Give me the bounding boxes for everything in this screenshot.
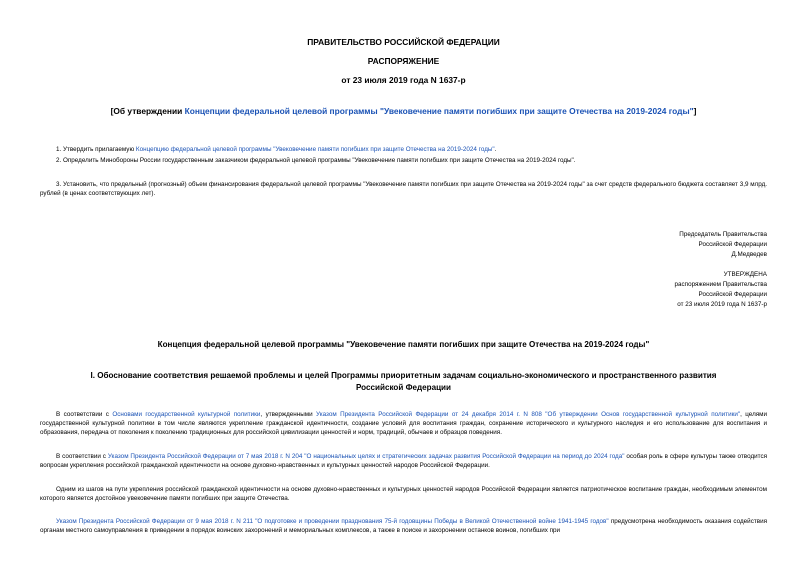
government-heading: ПРАВИТЕЛЬСТВО РОССИЙСКОЙ ФЕДЕРАЦИИ [307, 37, 500, 47]
concept-title: Концепция федеральной целевой программы "Увековечение памяти погибших при защите Отечества на 2019-2024 годы" [157, 340, 650, 349]
p1-link-osnovy[interactable]: Основами государственной культурной политики [112, 411, 261, 418]
item-1-end: . [494, 146, 497, 153]
approval-date: от 23 июля 2019 года N 1637-р [677, 301, 767, 308]
p3-text: Одним из шагов на пути укрепления российской гражданской идентичности на основе духовно-нравственных и культурных ценностей народов Российской Федерации является патриотическое воспитание граждан, необходимым элементом которого является достойное увековечение памяти погибших при защите Отечества. [40, 486, 767, 502]
approval-label: УТВЕРЖДЕНА [723, 271, 767, 278]
item-1-text: 1. Утвердить прилагаемую [56, 146, 136, 153]
date-number-heading: от 23 июля 2019 года N 1637-р [341, 75, 466, 85]
paragraph-1 [40, 410, 767, 437]
item-1 [56, 146, 496, 153]
item-3-text: 3. Установить, что предельный (прогнозный) объем финансирования федеральной целевой программы "Увековечение памяти погибших при защите Отечества на 2019-2024 годы" за счет средств федерального бюджета составляет 3,9 млрд. рублей (в ценах соответствующих лет). [40, 181, 767, 197]
signature-block [679, 230, 767, 260]
item-3 [40, 180, 767, 198]
p2-text-1: В соответствии с [56, 453, 108, 460]
title-open: [Об утверждении [110, 106, 185, 116]
signature-org: Российской Федерации [698, 241, 767, 248]
p4-text: предусмотрена необходимость оказания содействия органам местного самоуправления в приведении в порядок воинских захоронений и мемориальных комплексов, а также в поиске и захоронении останков воинов, погибших при [40, 518, 768, 534]
p1-text-1: В соответствии с [56, 411, 113, 418]
approval-line-3: Российской Федерации [698, 291, 767, 298]
p2-text-2: особая роль в сфере культуры также отводится вопросам укрепления российской гражданской идентичности на основе духовно-нравственных и культурных ценностей народов Российской Федерации. [40, 453, 768, 469]
paragraph-3 [40, 485, 767, 503]
section-1-line-1: I. Обоснование соответствия решаемой проблемы и целей Программы приоритетным задачам социально-экономического и пространственного развития [90, 371, 717, 380]
concept-title-link[interactable]: Концепции федеральной целевой программы "Увековечение памяти погибших при защите Отечества на 2019-2024 годы" [184, 106, 694, 116]
item-2: 2. Определить Минобороны России государственным заказчиком федеральной целевой программы "Увековечение памяти погибших при защите Отечества на 2019-2024 годы". [56, 157, 576, 164]
concept-link[interactable]: Концепцию федеральной целевой программы "Увековечение памяти погибших при защите Отечества на 2019-2024 годы" [135, 146, 495, 153]
title-close: ] [693, 106, 697, 116]
p2-link-ukaz-204[interactable]: Указом Президента Российской Федерации от 7 мая 2018 г. N 204 "О национальных целях и стратегических задачах развития Российской Федерации на период до 2024 года" [107, 453, 625, 460]
paragraph-4 [40, 517, 767, 535]
document-type-heading: РАСПОРЯЖЕНИЕ [367, 56, 440, 66]
p1-text-3: , целями государственной культурной политики в том числе являются укрепление гражданской идентичности, создание условий для воспитания граждан, сохранение исторического и культурного наследия и его использование для воспитания и образования, передача от поколения к поколению традиционных для российской цивилизации ценностей и норм, традиций, обычаев и образцов поведения. [40, 411, 768, 436]
signature-name: Д.Медведев [731, 251, 767, 258]
p1-link-ukaz-808[interactable]: Указом Президента Российской Федерации от 24 декабря 2014 г. N 808 "Об утверждении Основ государственной культурной политики" [316, 411, 741, 418]
approval-block [675, 270, 767, 310]
approval-line-2: распоряжением Правительства [674, 281, 767, 288]
p4-link-ukaz-211[interactable]: Указом Президента Российской Федерации от 9 мая 2018 г. N 211 "О подготовке и проведении празднования 75-й годовщины Победы в Великой Отечественной войне 1941-1945 годов" [56, 518, 609, 525]
p1-text-2: , утвержденными [260, 411, 317, 418]
paragraph-2 [40, 452, 767, 470]
section-1-heading [40, 370, 767, 394]
document-title [40, 106, 767, 116]
section-1-line-2: Российской Федерации [355, 383, 452, 392]
signature-position: Председатель Правительства [679, 231, 767, 238]
